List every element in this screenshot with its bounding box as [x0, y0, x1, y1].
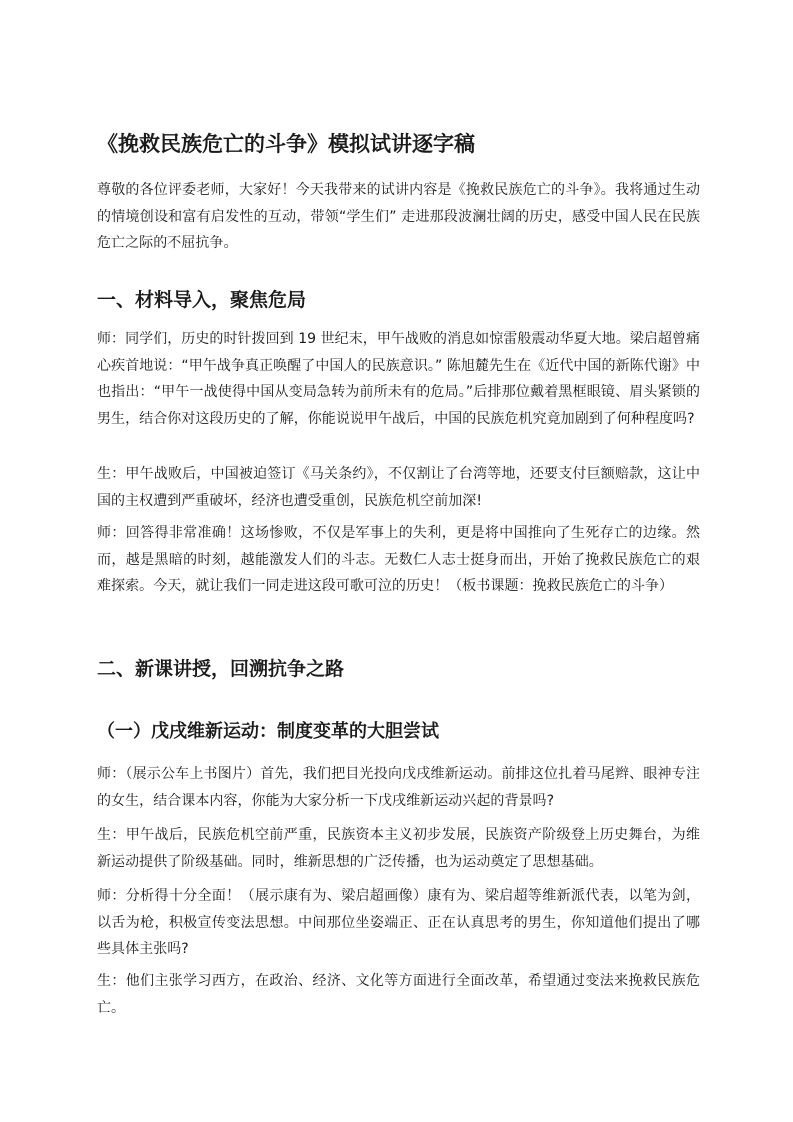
intro-paragraph: 尊敬的各位评委老师，大家好！今天我带来的试讲内容是《挽救民族危亡的斗争》。我将通过生动的情境创设和富有启发性的互动，带领“学生们” 走进那段波澜壮阔的历史，感受中国人民在民族危亡之际的不屈抗争。	[97, 182, 700, 251]
subsection1-heading: （一）戊戌维新运动：制度变革的大胆尝试	[97, 721, 439, 742]
subsection1-paragraph-student-1: 生：甲午战后，民族危机空前严重，民族资本主义初步发展，民族资产阶级登上历史舞台，为维新运动提供了阶级基础。同时，维新思想的广泛传播，也为运动奠定了思想基础。	[97, 827, 700, 870]
section1-paragraph-teacher-2: 师：回答得非常准确！这场惨败，不仅是军事上的失利，更是将中国推向了生死存亡的边缘。然而，越是黑暗的时刻，越能激发人们的斗志。无数仁人志士挺身而出，开始了挽救民族危亡的艰难探索。今天，就让我们一同走进这段可歌可泣的历史！（板书课题：挽救民族危亡的斗争）	[97, 525, 700, 594]
section1-paragraph-teacher-1: 师：同学们，历史的时针拨回到 19 世纪末，甲午战败的消息如惊雷般震动华夏大地。梁启超曾痛心疾首地说：“甲午战争真正唤醒了中国人的民族意识。” 陈旭麓先生在《近代中国的新陈代谢》中也指出：“甲午一战使得中国从变局急转为前所未有的危局。”后排那位戴着黑框眼镜、眉头紧锁的男生，结合你对这段历史的了解，你能说说甲午战后，中国的民族危机究竟加剧到了何种程度吗?	[97, 331, 700, 427]
document-title: 《挽救民族危亡的斗争》模拟试讲逐字稿	[97, 132, 475, 156]
subsection1-paragraph-student-2: 生：他们主张学习西方，在政治、经济、文化等方面进行全面改革，希望通过变法来挽救民族危亡。	[97, 973, 700, 1016]
section2-heading: 二、新课讲授，回溯抗争之路	[97, 658, 345, 680]
subsection1-paragraph-teacher-1: 师：（展示公车上书图片）首先，我们把目光投向戊戌维新运动。前排这位扎着马尾辫、眼神专注的女生，结合课本内容，你能为大家分析一下戊戌维新运动兴起的背景吗?	[97, 766, 700, 809]
section1-heading: 一、材料导入，聚焦危局	[97, 289, 307, 311]
subsection1-paragraph-teacher-2: 师：分析得十分全面！（展示康有为、梁启超画像）康有为、梁启超等维新派代表，以笔为剑，以舌为枪，积极宣传变法思想。中间那位坐姿端正、正在认真思考的男生，你知道他们提出了哪些具体主张吗?	[97, 888, 700, 957]
section1-paragraph-student-1: 生：甲午战败后，中国被迫签订《马关条约》，不仅割让了台湾等地，还要支付巨额赔款，这让中国的主权遭到严重破坏，经济也遭受重创，民族危机空前加深!	[97, 466, 700, 509]
